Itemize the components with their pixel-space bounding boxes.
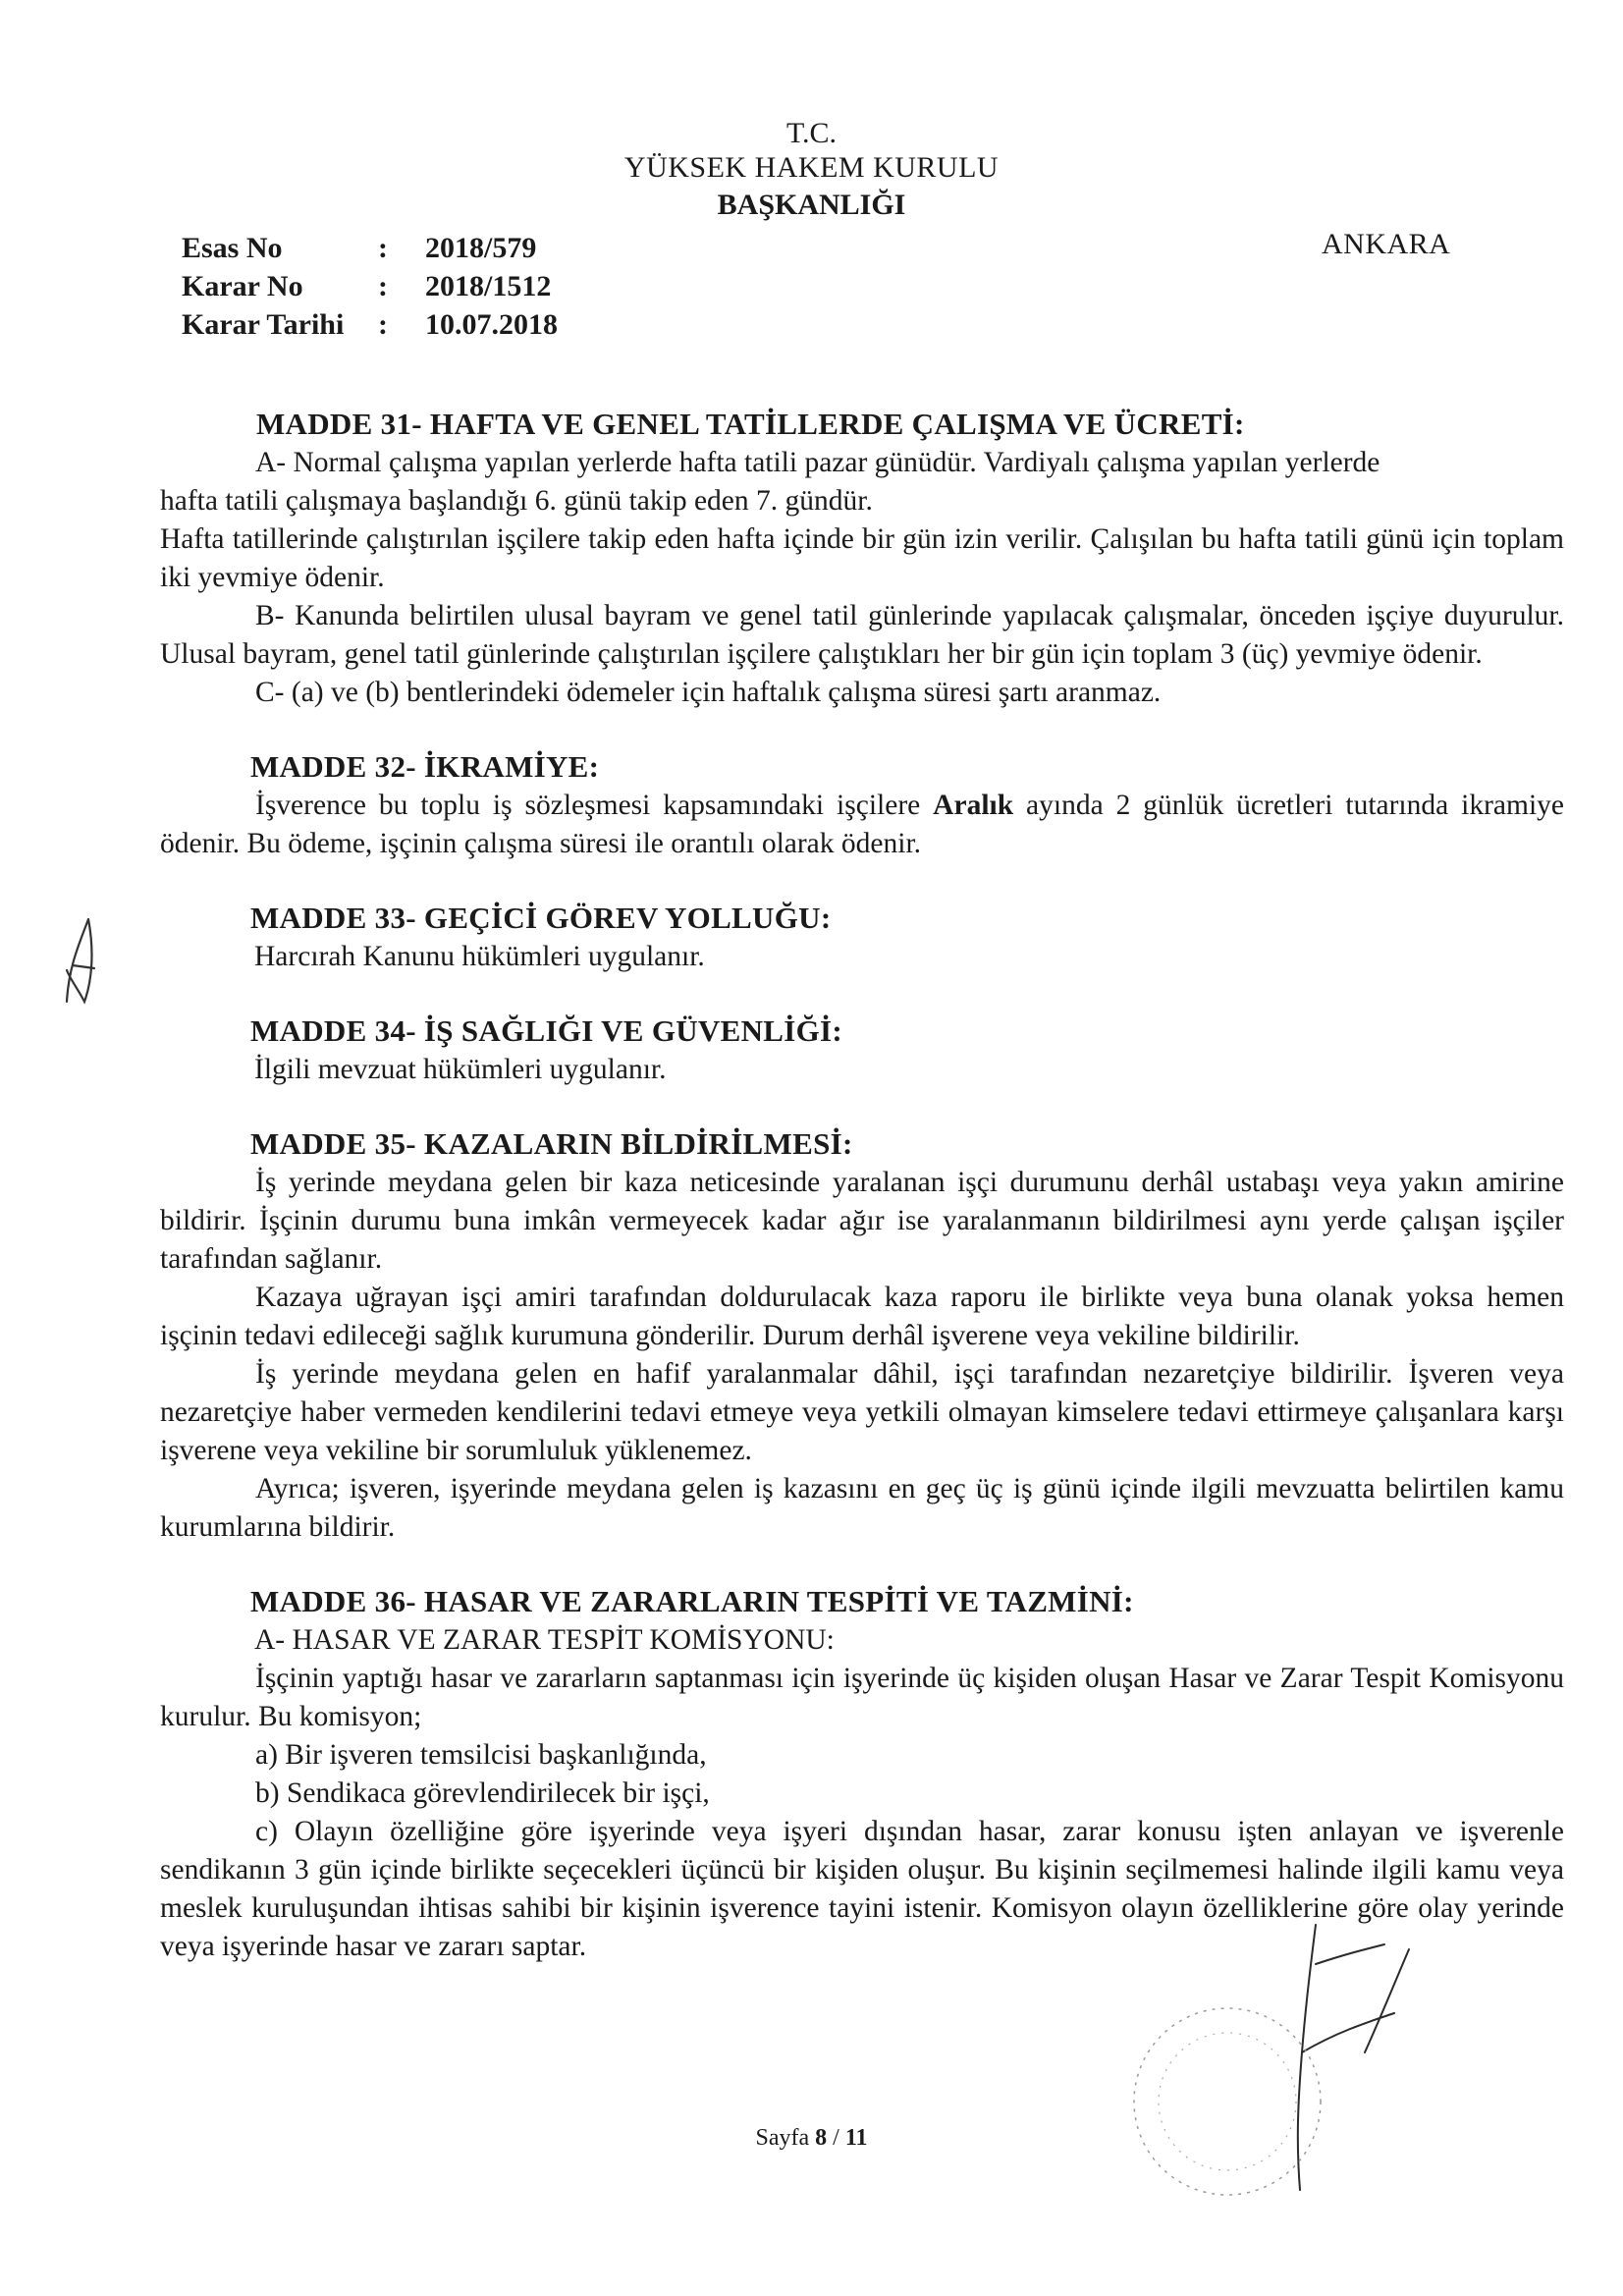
header-department: BAŞKANLIĞI — [717, 189, 906, 221]
handwritten-initial-mark — [59, 911, 108, 1010]
paragraph: Harcırah Kanunu hükümleri uygulanır. — [254, 941, 705, 972]
header-organization: YÜKSEK HAKEM KURULU — [623, 151, 1000, 184]
list-item: c) Olayın özelliğine göre işyerinde veya işyeri dışından hasar, zarar konusu işten anlayan ve işverenle sendikanın 3 gün içinde birlikte seçecekleri üçüncü bir kişiden oluşur. Bu kişinin seçilmemesi halinde ilgili kamu veya meslek kuruluşundan ihtisas sahibi bir kişinin işverence tayini istenir. Komisyon olayın özelliklerine göre olay yerinde veya işyerinde hasar ve zararı saptar. — [160, 1816, 1564, 1962]
article-34 — [160, 1011, 1564, 1089]
page-total: 11 — [844, 2125, 868, 2151]
paragraph: İş yerinde meydana gelen en hafif yaralanmalar dâhil, işçi tarafından nezaretçiye bildirilir. İşveren veya nezaretçiye haber vermeden kendilerini tedavi etmeye veya yetkili olmayan kimselere tedavi ettirmeye çalışanlara karşı işverene veya vekiline bir sorumluluk yüklenemez. — [160, 1358, 1564, 1466]
signature-stamp-mark — [1070, 1905, 1483, 2239]
article-32 — [160, 747, 1564, 863]
paragraph — [160, 787, 1564, 863]
meta-tarih-row — [182, 305, 558, 344]
article-title: MADDE 31- HAFTA VE GENEL TATİLLERDE ÇALIŞMA VE ÜCRETİ: — [256, 407, 1245, 441]
list-item: b) Sendikaca görevlendirilecek bir işçi, — [255, 1777, 710, 1809]
paragraph: Ayrıca; işveren, işyerinde meydana gelen iş kazasını en geç üç iş günü içinde ilgili mevzuatta belirtilen kamu kurumlarına bildirir. — [160, 1473, 1564, 1543]
tarih-value: 10.07.2018 — [425, 308, 558, 341]
page-label: Sayfa — [755, 2125, 816, 2151]
text-segment: ayında 2 günlük ücretleri tutarında ikramiye ödenir. Bu ödeme, işçinin çalışma süresi ile orantılı olarak ödenir. — [160, 790, 1564, 859]
karar-value: 2018/1512 — [425, 270, 552, 302]
paragraph: İş yerinde meydana gelen bir kaza neticesinde yaralanan işçi durumunu derhâl ustabaşı veya yakın amirine bildirir. İşçinin durumu buna imkân vermeyecek kadar ağır ise yaralanmanın bildirilmesi aynı yerde çalışan işçiler tarafından sağlanır. — [160, 1167, 1564, 1275]
meta-colon: : — [378, 270, 388, 302]
paragraph: İşçinin yaptığı hasar ve zararların saptanması için işyerinde üç kişiden oluşan Hasar ve Zarar Tespit Komisyonu kurulur. Bu komisyon; — [160, 1663, 1564, 1732]
city-label: ANKARA — [1322, 228, 1451, 260]
paragraph: B- Kanunda belirtilen ulusal bayram ve genel tatil günlerinde yapılacak çalışmalar, önceden işçiye duyurulur. Ulusal bayram, genel tatil günlerinde çalıştırılan işçilere çalıştıkları her bir gün için toplam 3 (üç) yevmiye ödenir. — [160, 600, 1564, 670]
meta-colon: : — [378, 308, 388, 341]
case-meta — [182, 229, 558, 344]
sub-heading: A- HASAR VE ZARAR TESPİT KOMİSYONU: — [254, 1624, 835, 1656]
header-tc: T.C. — [785, 117, 838, 149]
article-title: MADDE 35- KAZALARIN BİLDİRİLMESİ: — [250, 1126, 853, 1161]
article-title: MADDE 33- GEÇİCİ GÖREV YOLLUĞU: — [250, 901, 832, 935]
text-segment: İşverence bu toplu iş sözleşmesi kapsamındaki işçilere — [255, 790, 934, 821]
article-title: MADDE 34- İŞ SAĞLIĞI VE GÜVENLİĞİ: — [250, 1013, 843, 1048]
meta-karar-row — [182, 267, 558, 305]
tarih-label: Karar Tarihi — [182, 308, 345, 341]
paragraph: Kazaya uğrayan işçi amiri tarafından doldurulacak kaza raporu ile birlikte veya buna olanak yoksa hemen işçinin tedavi edileceği sağlık kurumuna gönderilir. Durum derhâl işverene veya vekiline bildirilir. — [160, 1282, 1564, 1351]
page-separator: / — [827, 2125, 845, 2151]
meta-esas-row — [182, 229, 558, 267]
article-35 — [160, 1124, 1564, 1547]
page-number: 8 — [815, 2125, 828, 2151]
meta-colon: : — [378, 232, 388, 264]
page-footer — [0, 2125, 1623, 2152]
article-33 — [160, 899, 1564, 976]
article-title: MADDE 36- HASAR VE ZARARLARIN TESPİTİ VE TAZMİNİ: — [250, 1584, 1134, 1618]
list-item: a) Bir işveren temsilcisi başkanlığında, — [255, 1739, 707, 1771]
document-body — [160, 405, 1564, 1966]
paragraph: Hafta tatillerinde çalıştırılan işçilere takip eden hafta içinde bir gün izin verilir. Çalışılan bu hafta tatili günü için toplam iki yevmiye ödenir. — [160, 523, 1564, 593]
esas-value: 2018/579 — [425, 232, 537, 264]
paragraph: C- (a) ve (b) bentlerindeki ödemeler için haftalık çalışma süresi şartı aranmaz. — [255, 677, 1162, 708]
article-title: MADDE 32- İKRAMİYE: — [250, 749, 600, 784]
bold-text: Aralık — [933, 790, 1014, 821]
article-31 — [160, 405, 1564, 712]
karar-label: Karar No — [182, 270, 303, 302]
paragraph: hafta tatili çalışmaya başlandığı 6. günü takip eden 7. gündür. — [160, 485, 873, 517]
paragraph: A- Normal çalışma yapılan yerlerde hafta tatili pazar günüdür. Vardiyalı çalışma yapılan yerlerde — [255, 447, 1380, 478]
esas-label: Esas No — [182, 232, 283, 264]
paragraph: İlgili mevzuat hükümleri uygulanır. — [254, 1054, 667, 1085]
